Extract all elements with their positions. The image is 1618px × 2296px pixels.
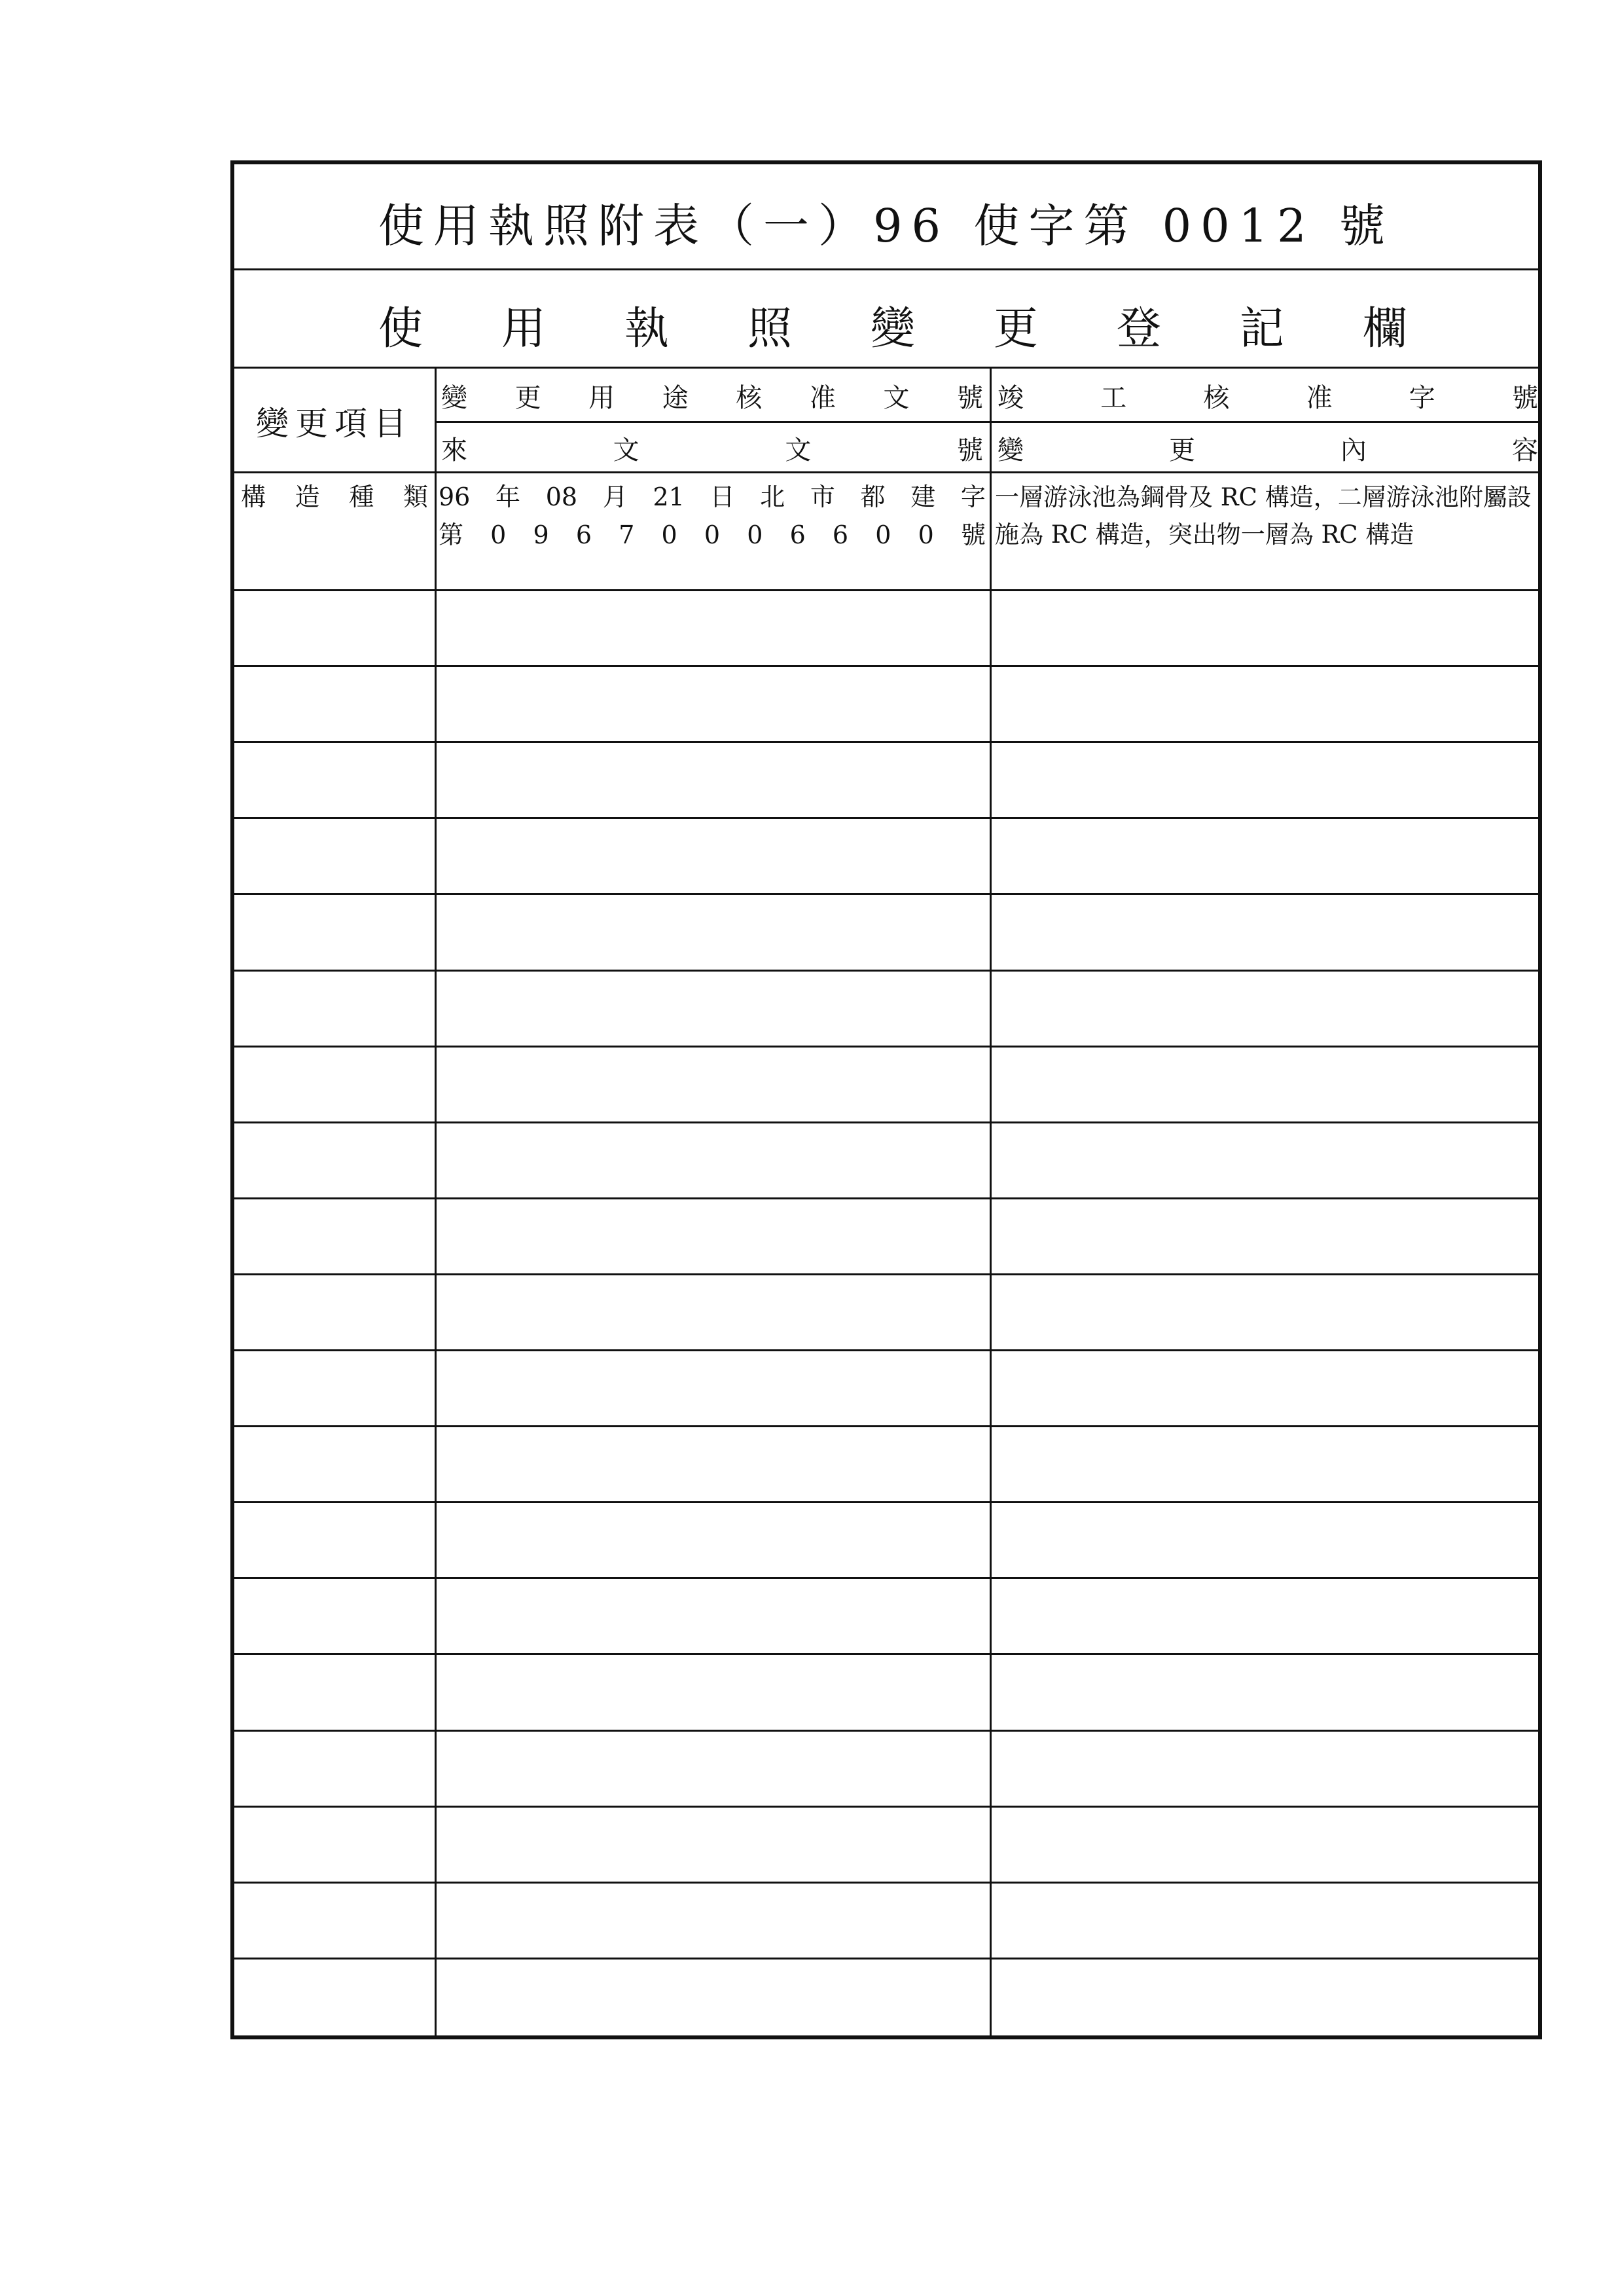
column-divider-2 (990, 369, 992, 2035)
empty-table-row (234, 1808, 1538, 1884)
registration-form (230, 160, 1542, 2039)
empty-table-row (234, 1579, 1538, 1655)
empty-table-row (234, 819, 1538, 895)
empty-table-row (234, 1655, 1538, 1731)
empty-table-row (234, 972, 1538, 1048)
empty-table-row (234, 667, 1538, 743)
empty-table-row (234, 1351, 1538, 1427)
entry-doc-line1: 96 年 08 月 21 日 北 市 都 建 字 (439, 483, 986, 511)
entry-doc-line2: 第 0 9 6 7 0 0 0 6 6 0 0 號 (439, 520, 986, 549)
form-title: 使用執照附表（一）96 使字第 0012 號 (378, 199, 1394, 253)
empty-table-row (234, 1959, 1538, 2035)
header-divider (435, 421, 1542, 423)
header-change-content: 變 更 內 容 (998, 435, 1538, 465)
header-incoming-doc-no: 來 文 文 號 (441, 435, 983, 465)
entry-item: 構 造 種 類 (241, 483, 428, 511)
form-title-row (234, 164, 1538, 270)
entry-change-content: 一層游泳池為鋼骨及 RC 構造，二層游泳池附屬設施為 RC 構造，突出物一層為 RC 構造 (995, 483, 1532, 549)
header-completion-approval-no: 竣 工 核 准 字 號 (998, 382, 1538, 413)
empty-table-row (234, 895, 1538, 971)
empty-table-row (234, 1884, 1538, 1959)
header-approval-doc-no: 變 更 用 途 核 准 文 號 (441, 382, 983, 413)
empty-table-row (234, 1275, 1538, 1351)
empty-table-row (234, 1123, 1538, 1199)
empty-table-row (234, 591, 1538, 667)
form-subtitle: 使 用 執 照 變 更 登 記 欄 (378, 303, 1407, 355)
empty-table-row (234, 1199, 1538, 1275)
header-item-label: 變更項目 (256, 405, 413, 443)
empty-table-row (234, 743, 1538, 819)
empty-table-row (234, 1503, 1538, 1579)
empty-table-row (234, 1048, 1538, 1123)
empty-table-row (234, 1427, 1538, 1503)
empty-table-row (234, 1732, 1538, 1808)
column-divider-1 (435, 369, 437, 2035)
form-subtitle-row (234, 270, 1538, 369)
